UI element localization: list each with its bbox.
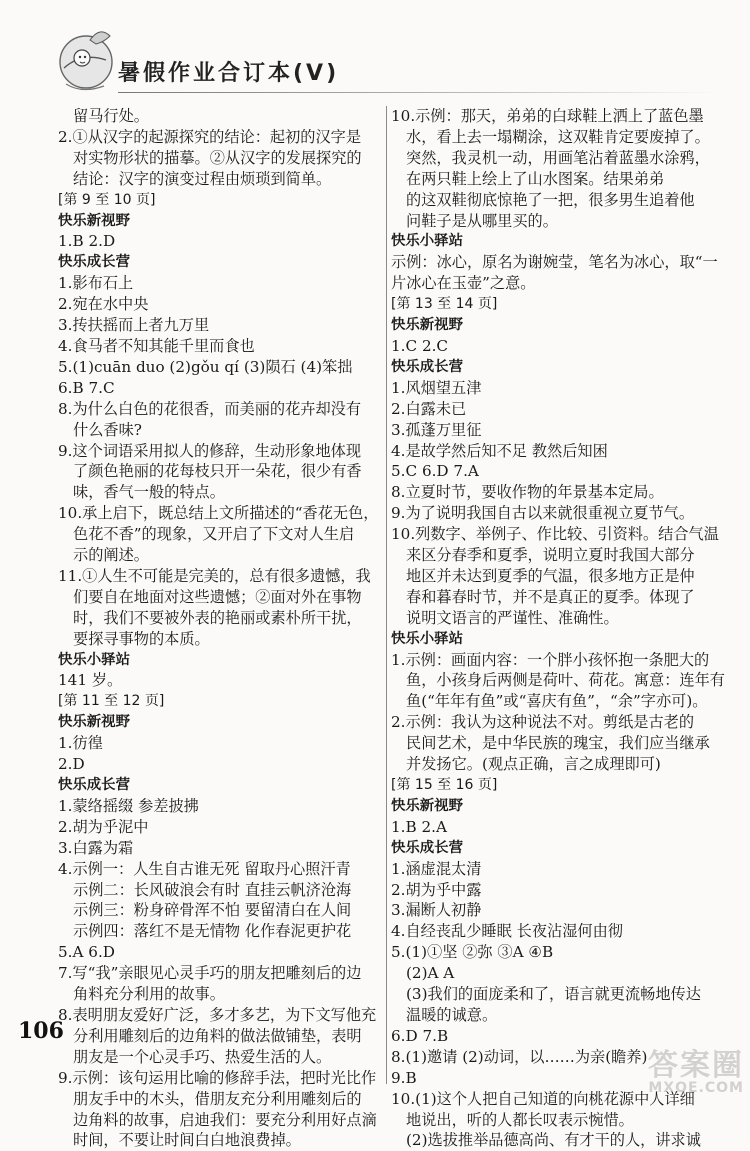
page-header	[0, 0, 750, 110]
answer-line: (2)A A	[406, 964, 455, 983]
answer-line: 1.彷徨	[58, 734, 103, 753]
answer-line: 色花不香”的现象，又开启了下文对人生启	[73, 525, 355, 544]
answer-line: 水，看上去一塌糊涂，这双鞋肯定要废掉了。	[406, 127, 710, 146]
answer-line: 2.白露未已	[391, 399, 467, 418]
answer-line: 3.漏断人初静	[391, 901, 482, 920]
book-title: 暑假作业合订本(Ⅴ)	[118, 61, 340, 86]
answer-line: 141 岁。	[58, 671, 123, 690]
section-heading: 快乐新视野	[58, 212, 130, 229]
answer-line: (2)选拔推举品德高尚、有才干的人，讲求诚	[406, 1131, 701, 1150]
answer-line: 什么香味?	[73, 420, 142, 439]
section-heading: 快乐成长营	[58, 254, 130, 271]
answer-line: 地说出，听的人都长叹表示惋惜。	[406, 1110, 634, 1129]
section-heading: 快乐新视野	[58, 714, 130, 731]
answer-line: 10.列数字、举例子、作比较、引资料。结合气温	[391, 525, 719, 544]
answer-line: 的这双鞋彻底惊艳了一把，很多男生追着他	[406, 190, 695, 209]
answer-line: 示例：冰心，原名为谢婉莹，笔名为冰心，取“一	[391, 253, 718, 272]
answer-line: 2.D	[58, 755, 85, 774]
answer-line: 9.示例：该句运用比喻的修辞手法，把时光比作	[58, 1068, 377, 1087]
answer-line: 2.胡为乎中露	[391, 880, 482, 899]
section-heading: 快乐成长营	[58, 777, 130, 793]
answer-line: 2.①从汉字的起源探究的结论：起初的汉字是	[58, 127, 362, 146]
answer-line: 鱼(“年年有鱼”或“喜庆有鱼”，“余”字亦可)。	[406, 692, 708, 711]
section-heading: 快乐小驿站	[58, 651, 130, 668]
answer-line: 示例四：落红不是无情物 化作春泥更护花	[73, 922, 352, 941]
answer-line: 1.B 2.D	[58, 232, 116, 251]
answer-line: 6.D 7.B	[391, 1026, 449, 1045]
answer-line: 4.自经丧乱少睡眠 长夜沾湿何由彻	[391, 922, 623, 941]
answer-line: 4.示例一：人生自古谁无死 留取丹心照汗青	[58, 859, 351, 878]
answer-line: 5.(1)①坚 ②弥 ③A ④B	[391, 943, 554, 962]
page-range-label: [第 11 至 12 页]	[58, 693, 165, 710]
answer-line: 4.是故学然后知不足 教然后知困	[391, 441, 608, 460]
answer-line: (3)我们的面庞柔和了，语言就更流畅地传达	[406, 985, 701, 1004]
answer-line: 春和暮春时节，并不是真正的夏季。体现了	[406, 587, 695, 606]
answer-line: 示的阐述。	[73, 546, 149, 565]
answer-line: 10.示例：那天，弟弟的白球鞋上洒上了蓝色墨	[391, 107, 704, 125]
watermark-url: MXQE.COM	[648, 1080, 744, 1096]
answer-line: 5.C 6.D 7.A	[391, 462, 479, 481]
answer-line: 8.立夏时节，要收作物的年景基本定局。	[391, 483, 664, 502]
answer-line: 8.表明朋友爱好广泛，多才多艺，为下文写他充	[58, 1005, 377, 1024]
page-range-label: [第 15 至 16 页]	[391, 777, 498, 793]
answer-line: 留马行处。	[73, 107, 149, 125]
section-heading: 快乐新视野	[391, 797, 463, 814]
answer-line: 1.涵虚混太清	[391, 859, 482, 878]
answer-line: 1.C 2.C	[391, 336, 449, 355]
answer-line: 9.这个词语采用拟人的修辞，生动形象地体现	[58, 441, 362, 460]
answer-line: 问鞋子是从哪里买的。	[406, 211, 558, 230]
section-heading: 快乐成长营	[391, 358, 463, 375]
answer-line: 温暖的诚意。	[406, 1005, 498, 1024]
watermark-text: 答案圈	[648, 1048, 744, 1083]
answer-line: 时间，不要让时间白白地浪费掉。	[73, 1131, 301, 1150]
answer-line: 1.示例：画面内容：一个胖小孩怀抱一条肥大的	[391, 650, 710, 669]
answer-line: 10.(1)这个人把自己知道的向桃花源中人详细	[391, 1089, 695, 1108]
section-heading: 快乐小驿站	[391, 630, 463, 647]
answer-line: 分利用雕刻后的边角料的做法做铺垫，表明	[73, 1026, 362, 1045]
answer-line: 朋友手中的木头，借朋友充分利用雕刻后的	[73, 1089, 362, 1108]
answer-line: 对实物形状的描摹。②从汉字的发展探究的	[73, 148, 362, 167]
answer-line: 民间艺术，是中华民族的瑰宝，我们应当继承	[406, 734, 710, 753]
answer-line: 要探寻事物的本质。	[73, 629, 210, 648]
answer-line: 地区并未达到夏季的气温，很多地方正是仲	[406, 566, 695, 585]
answer-line: 朋友是一个心灵手巧、热爱生活的人。	[73, 1047, 332, 1066]
answer-line: 示例二：长风破浪会有时 直挂云帆济沧海	[73, 880, 352, 899]
column-divider	[386, 106, 387, 1084]
answer-line: 3.抟扶摇而上者九万里	[58, 316, 210, 335]
answer-line: 结论：汉字的演变过程由烦琐到简单。	[73, 169, 332, 188]
answer-line: 时，我们不要被外表的艳丽或素朴所干扰，	[73, 608, 362, 627]
answer-line: 2.示例：我认为这种说法不对。剪纸是古老的	[391, 713, 695, 732]
answer-line: 们要自在地面对这些遗憾；②面对外在事物	[73, 587, 362, 606]
page-number: 106	[18, 1018, 64, 1044]
section-heading: 快乐成长营	[391, 839, 463, 856]
answer-line: 并发扬它。(观点正确，言之成理即可)	[406, 755, 661, 774]
left-column	[58, 106, 383, 1151]
header-rule	[118, 92, 718, 93]
right-column	[391, 106, 725, 1151]
answer-line: 8.(1)邀请 (2)动词，以……为亲(瞻养)	[391, 1047, 648, 1066]
book-logo-icon	[52, 22, 118, 102]
answer-line: 在两只鞋上绘上了山水图案。结果弟弟	[406, 169, 665, 188]
answer-line: 11.①人生不可能是完美的，总有很多遗憾，我	[58, 566, 371, 585]
answer-line: 示例三：粉身碎骨浑不怕 要留清白在人间	[73, 901, 352, 920]
answer-line: 6.B 7.C	[58, 378, 115, 397]
answer-line: 3.白露为霜	[58, 838, 134, 857]
answer-line: 片冰心在玉壶”之意。	[391, 274, 536, 293]
answer-line: 味，香气一般的特点。	[73, 483, 225, 502]
answer-line: 了颜色艳丽的花每枝只开一朵花，很少有香	[73, 462, 362, 481]
page-range-label: [第 13 至 14 页]	[391, 296, 498, 313]
answer-line: 说明文语言的严谨性、准确性。	[406, 608, 619, 627]
answer-line: 2.胡为乎泥中	[58, 817, 149, 836]
answer-line: 突然，我灵机一动，用画笔沾着蓝墨水涂鸦，	[406, 148, 710, 167]
answer-line: 8.为什么白色的花很香，而美丽的花卉却没有	[58, 399, 362, 418]
answer-line: 9.为了说明我国自古以来就很重视立夏节气。	[391, 504, 695, 523]
answer-line: 边角料的故事，启迪我们：要充分利用好点滴	[73, 1110, 377, 1129]
answer-line: 2.宛在水中央	[58, 295, 149, 314]
section-heading: 快乐新视野	[391, 317, 463, 334]
answer-line: 鱼，小孩身后两侧是荷叶、荷花。寓意：连年有	[406, 671, 725, 690]
answer-line: 角料充分利用的故事。	[73, 985, 225, 1004]
answer-line: 7.写“我”亲眼见心灵手巧的朋友把雕刻后的边	[58, 964, 362, 983]
answer-line: 1.B 2.A	[391, 817, 447, 836]
answer-line: 5.A 6.D	[58, 943, 115, 962]
answer-line: 来区分春季和夏季，说明立夏时我国大部分	[406, 546, 695, 565]
page-range-label: [第 9 至 10 页]	[58, 191, 156, 208]
answer-line: 1.蒙络摇缀 参差披拂	[58, 796, 199, 815]
answer-line: 10.承上启下，既总结上文所描述的“香花无色，	[58, 504, 379, 523]
watermark-logo	[600, 1040, 750, 1100]
answer-line: 5.(1)cuān duo (2)gǒu qí (3)陨石 (4)笨拙	[58, 357, 353, 376]
section-heading: 快乐小驿站	[391, 233, 463, 250]
answer-line: 1.影布石上	[58, 274, 134, 293]
answer-line: 9.B	[391, 1068, 417, 1087]
answer-line: 3.孤蓬万里征	[391, 420, 482, 439]
answer-line: 1.风烟望五津	[391, 378, 482, 397]
answer-line: 4.食马者不知其能千里而食也	[58, 336, 255, 355]
